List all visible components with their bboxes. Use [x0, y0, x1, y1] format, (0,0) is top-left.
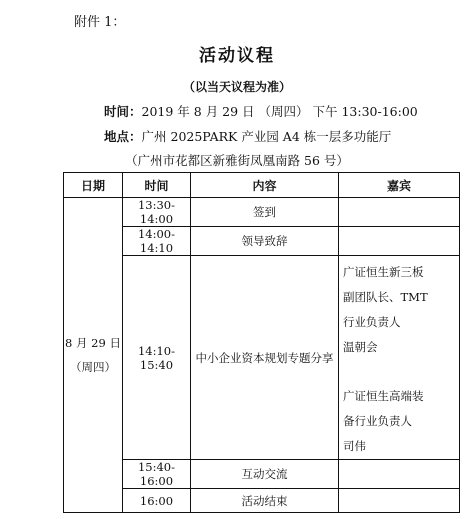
guest-line: 广证恒生新三板	[343, 265, 424, 279]
guest-cell	[339, 256, 460, 460]
guest-line: 副团队长、TMT	[343, 290, 428, 304]
guest-line: 司伟	[343, 439, 366, 453]
content-cell: 中小企业资本规划专题分享	[191, 256, 339, 460]
table-row	[64, 198, 460, 227]
content-cell: 活动结束	[191, 489, 339, 513]
guest-line: 行业负责人	[343, 315, 401, 329]
page-subtitle: （以当天议程为准）	[182, 80, 291, 94]
table-row	[64, 256, 460, 460]
event-time	[104, 102, 418, 120]
time-value: 2019 年 8 月 29 日 （周四） 下午 13:30-16:00	[141, 104, 418, 119]
guest-line: 备行业负责人	[343, 414, 412, 428]
table-header-row	[64, 173, 460, 198]
place-label: 地点：	[104, 129, 142, 144]
time-cell: 14:10-15:40	[123, 256, 191, 460]
time-cell: 15:40-16:00	[123, 460, 191, 489]
content-cell: 领导致辞	[191, 227, 339, 256]
date-cell	[64, 198, 123, 513]
table-row	[64, 489, 460, 513]
time-cell: 16:00	[123, 489, 191, 513]
date-value: 8 月 29 日	[65, 336, 121, 350]
guest-cell	[339, 489, 460, 513]
guest-cell	[339, 198, 460, 227]
time-cell: 14:00-14:10	[123, 227, 191, 256]
column-header-date: 日期	[64, 173, 123, 198]
table-row	[64, 227, 460, 256]
column-header-guest: 嘉宾	[339, 173, 460, 198]
guest-line: 广证恒生高端装	[343, 389, 424, 403]
attachment-label: 附件 1：	[74, 15, 126, 30]
place-value: 广州 2025PARK 产业园 A4 栋一层多功能厅	[141, 129, 392, 144]
weekday-value: （周四）	[70, 360, 116, 374]
content-cell: 互动交流	[191, 460, 339, 489]
guest-cell	[339, 227, 460, 256]
content-cell: 签到	[191, 198, 339, 227]
event-place	[104, 127, 391, 145]
time-cell: 13:30-14:00	[123, 198, 191, 227]
guest-line: 温朝会	[343, 340, 378, 354]
guest-cell	[339, 460, 460, 489]
table-row	[64, 460, 460, 489]
column-header-time: 时间	[123, 173, 191, 198]
agenda-table	[63, 172, 460, 513]
time-label: 时间：	[104, 104, 142, 119]
column-header-content: 内容	[191, 173, 339, 198]
page-title: 活动议程	[199, 46, 275, 66]
event-address: （广州市花都区新雅街凤凰南路 56 号）	[125, 153, 349, 168]
